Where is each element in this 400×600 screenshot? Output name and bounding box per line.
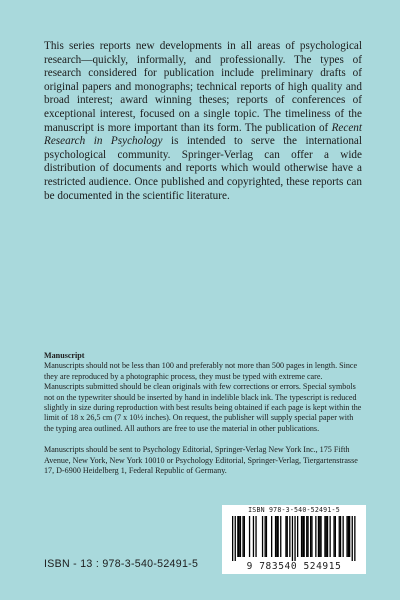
barcode-bar <box>343 516 344 557</box>
submission-address: Manuscripts should be sent to Psychology Editorial, Springer-Verlag New York Inc., 175 Fifth Avenue, New York, New York 10010 or Psychology Editorial, Springer-Verlag, Tiergartenstrasse 17, D-6900 Heidelberg 1, Federal Republic of Germany. <box>44 445 358 476</box>
manuscript-heading: Manuscript <box>44 351 85 360</box>
barcode-bar <box>285 516 286 557</box>
barcode-guard-bar <box>232 516 233 561</box>
series-title: Recent Research in Psychology <box>44 121 362 148</box>
barcode-guard-bar <box>352 516 353 561</box>
barcode-bar <box>255 516 256 557</box>
barcode-bar <box>262 516 263 557</box>
barcode-box <box>222 505 366 574</box>
barcode-bar <box>244 516 245 557</box>
barcode-bar <box>240 516 241 557</box>
barcode-bar <box>310 516 311 557</box>
barcode-guard-bar <box>294 516 295 561</box>
barcode-bar <box>340 516 341 557</box>
barcode-bar <box>320 516 321 557</box>
barcode-bar <box>326 516 327 557</box>
barcode-bar <box>318 516 319 557</box>
barcode-bar <box>327 516 328 557</box>
barcode-bar <box>339 516 340 557</box>
barcode-bar <box>311 516 312 557</box>
barcode-bar <box>242 516 243 557</box>
barcode-bar <box>330 516 331 557</box>
barcode-bar <box>297 516 298 557</box>
barcode-bar <box>276 516 277 557</box>
barcode-bars <box>229 516 359 561</box>
barcode-bar <box>348 516 349 557</box>
isbn-13: ISBN - 13 : 978-3-540-52491-5 <box>44 558 199 570</box>
barcode-bar <box>335 516 336 557</box>
barcode-bar <box>278 516 279 557</box>
barcode-bar <box>249 516 250 557</box>
series-description <box>44 40 362 203</box>
barcode-bar <box>324 516 325 557</box>
barcode-bar <box>319 516 320 557</box>
barcode-bar <box>287 516 288 557</box>
intro-text-part1: This series reports new developments in all areas of psychological research—quickly, informally, and professionally. The types of research considered for publication include preliminary drafts of original papers and monographs; technical reports of high quality and broad interest; award winning theses; reports of conferences of exceptional interest, focused on a single topic. The timeliness of the manuscript is more important than its form. The publication of <box>44 40 362 134</box>
barcode-bar <box>333 516 334 557</box>
barcode-bar <box>237 516 238 557</box>
barcode-bar <box>253 516 254 557</box>
manuscript-section <box>44 351 362 476</box>
barcode-guard-bar <box>235 516 236 561</box>
barcode-guard-bar <box>292 516 293 561</box>
barcode-bar <box>265 516 266 557</box>
intro-text-part2: is intended to serve the international psychological community. Springer-Verlag can offer a wide distribution of documents and reports which would otherwise have a restricted audience. Once published and copyrighted, these reports can be documented in the scientific literature. <box>44 135 362 202</box>
barcode-bar <box>307 516 308 557</box>
barcode-guard-bar <box>354 516 355 561</box>
barcode-bar <box>239 516 240 557</box>
barcode-bar <box>302 516 303 557</box>
barcode-bar <box>315 516 316 557</box>
barcode-bar <box>349 516 350 557</box>
barcode-isbn-label: ISBN 978-3-540-52491-5 <box>248 506 340 514</box>
manuscript-guidelines: Manuscripts should not be less than 100 and preferably not more than 500 pages in length. Since they are reproduced by a photographic process, they must be typed with extreme care. Manuscripts submitted should be clean originals with few corrections or errors. Special symbols not on the typewriter should be inserted by hand in indelible black ink. The typescript is reduced slightly in size during reproduction with best results being obtained if each page is kept within the limit of 18 x 26,5 cm (7 x 10½ inches). On request, the publisher will supply special paper with the typing area outlined. All authors are free to use the material in other publications. <box>44 361 362 433</box>
barcode-bar <box>289 516 290 557</box>
barcode-bar <box>346 516 347 557</box>
barcode-bar <box>271 516 272 557</box>
barcode-bar <box>266 516 267 557</box>
barcode-bar <box>301 516 302 557</box>
barcode-digits: 9 783540 524915 <box>246 561 342 572</box>
barcode-bar <box>304 516 305 557</box>
barcode-bar <box>306 516 307 557</box>
barcode-bar <box>280 516 281 557</box>
barcode-bar <box>275 516 276 557</box>
